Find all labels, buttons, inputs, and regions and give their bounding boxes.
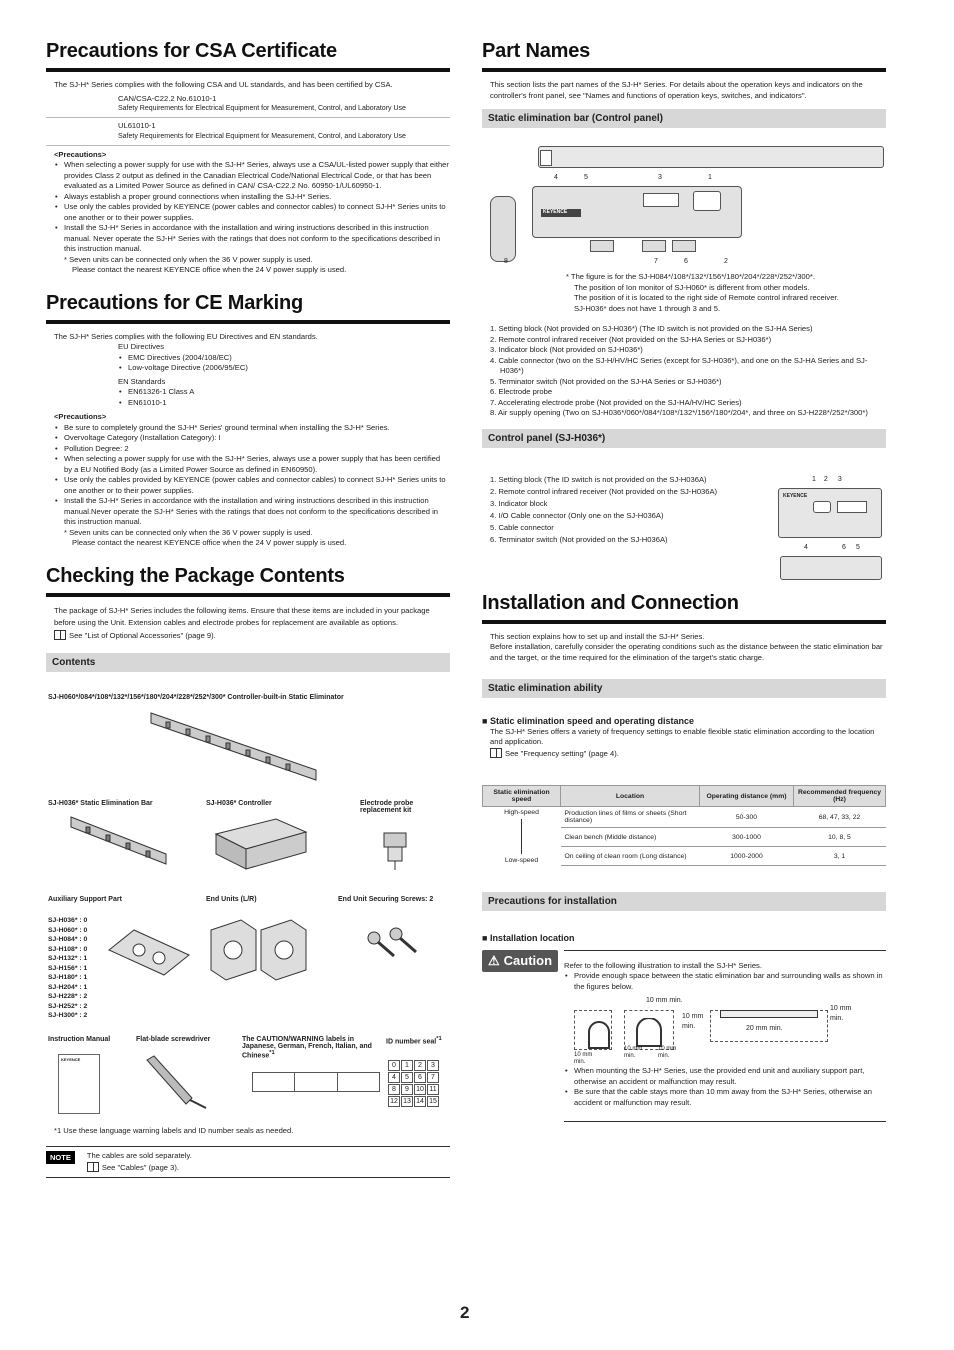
list-item: • EN61326-1 Class A [118,387,450,398]
page-number: 2 [460,1303,470,1322]
table-row: On ceiling of clean room (Long distance) 1000-2000 3, 1 [483,847,886,866]
inst-title: Installation and Connection [482,592,886,624]
main-item-label: SJ-H060*/084*/108*/132*/156*/180*/204*/228*/252*/300* Controller-built-in Static Eliminator [48,694,344,701]
contents-bar: Contents [46,653,450,672]
driver-label: Flat-blade screwdriver [136,1036,211,1043]
note-box [46,1146,450,1178]
aux-support-drawing [104,920,194,980]
csa-title: Precautions for CSA Certificate [46,40,450,72]
list-item: 5. Terminator switch (Not provided on the SJ-HA Series or SJ-H036*) [490,376,722,386]
contents-figure [46,680,450,1150]
warning-labels-drawing [252,1072,380,1092]
bar1-heading: Static elimination bar (Control panel) [482,109,886,128]
control-panel-drawing: KEYENCE [778,488,882,538]
speed-text: The SJ-H* Series offers a variety of frequency settings to enable flexible static elimination according to the location and application. [490,726,875,746]
list-item: • When mounting the SJ-H* Series, use the provided end unit and auxiliary support part, otherwise an accident or malfunction may result. [564,1066,886,1087]
ability-bar: Static elimination ability [482,679,886,698]
end-units-drawing [206,910,316,990]
list-item: • Use only the cables provided by KEYENCE (power cables and connector cables) to connect SJ-H* Series units to one another or to their power supplies. [54,475,450,496]
labels-label: The CAUTION/WARNING labels in Japanese, German, French, Italian, and Chinese$^{*1}$ [242,1036,372,1060]
list-item: • EMC Directives (2004/108/EC) [118,353,450,364]
ce-eu-list [46,353,450,374]
ce-note2: Please contact the nearest KEYENCE office when the 24 V power supply is used. [72,538,347,547]
location-subheading: ■ Installation location [482,933,575,943]
probe-kit-drawing [376,828,416,873]
bar2-heading: Control panel (SJ-H036*) [482,429,886,448]
list-item: 6. Terminator switch (Not provided on the SJ-H036A) [490,534,668,544]
pkg-footnote: *1 Use these language warning labels and ID number seals as needed. [54,1126,294,1135]
parts-list2 [490,474,770,546]
screw-item-label: End Unit Securing Screws: 2 [338,896,434,903]
list-item: 4. I/O Cable connector (Only one on the SJ-H036A) [490,510,664,520]
manual-label: Instruction Manual [48,1036,111,1043]
note-ref: See "Cables" (page 3). [87,1162,192,1174]
caution-intro: Refer to the following illustration to install the SJ-H* Series. [564,960,762,970]
csa-std1-desc: Safety Requirements for Electrical Equipment for Measurement, Control, and Laboratory Use [46,104,450,118]
list-item: 1. Setting block (Not provided on SJ-H036*) (The ID switch is not provided on the SJ-HA Series) [490,324,813,333]
clearance-figure: 10 mm min. 10 mm min. 10 mm min. 10 mm min. 10 mm min. 20 mm min. 10 mm min. [574,997,852,1065]
static-eliminator-drawing [146,708,326,788]
ce-en-list [46,387,450,408]
c2-callouts-top: 1 2 3 [812,475,842,483]
list-item: • When selecting a power supply for use with the SJ-H* Series, always use a CSA/UL-listed power supply that either provides Class 2 output as defined in the Canadian Electrical Code/National Electrical Code, or that has been evaluated as a Limited Power Source as defined in CAN/ CSA-C22.2 No. 60950-1/UL60950-1. [54,160,450,192]
manual-ref-icon [490,748,502,758]
table-row: Clean bench (Middle distance) 300-1000 10, 8, 5 [483,828,886,847]
warning-triangle-icon: ⚠ [488,952,500,968]
aux-counts: SJ-H036* : 0 SJ-H060* : 0 SJ-H084* : 0 SJ-H108* : 0 SJ-H132* : 1 SJ-H156* : 1 SJ-H180* : 1 SJ-H204* : 1 SJ-H228* : 2 SJ-H252* : 2 SJ-H300* : 2 [48,917,88,1019]
parts-list1 [482,324,886,419]
bar-front-icon [720,1010,818,1018]
screwdriver-drawing [142,1050,212,1110]
list-item: 6. Electrode probe [490,387,553,396]
caution-block [482,950,886,1126]
list-item: • Install the SJ-H* Series in accordance with the installation and wiring instructions described in this instruction manual. Never operate the SJ-H* Series with the ratings that does not conform to the specifications described in this instruction manual. [54,223,450,255]
pkg-ref: See "List of Optional Accessories" (page 9). [46,630,450,642]
install-prec-bar: Precautions for installation [482,892,886,911]
ce-title: Precautions for CE Marking [46,292,450,324]
table-header-row: Static elimination speed Location Operating distance (mm) Recommended frequency (Hz) [483,786,886,807]
ce-intro: The SJ-H* Series complies with the following EU Directives and EN standards. [54,331,318,341]
list-item: 3. Indicator block (Not provided on SJ-H036*) [490,345,643,354]
speed-subheading: ■ Static elimination speed and operating distance [482,716,694,726]
csa-intro: The SJ-H* Series complies with the following CSA and UL standards, and has been certified by CSA. [54,80,393,89]
parts-title: Part Names [482,40,886,72]
controller-drawing [206,814,316,874]
csa-prec-head: <Precautions> [54,149,107,159]
list-item: 7. Accelerating electrode probe (Not provided on the SJ-HA/HV/HC Series) [490,397,742,407]
manual-ref-icon [87,1162,99,1172]
speed-arrow-cell: High-speed Low-speed [504,809,539,864]
list-item: • Install the SJ-H* Series in accordance with the installation and wiring instructions described in this instruction manual.Never operate the SJ-H* Series with the ratings that does not conform to the specifications described in this instruction manual. [54,496,450,528]
probe-item-label: Electrode probe replacement kit [360,800,414,814]
bar1-panel-drawing: KEYENCE [532,186,742,238]
pkg-title: Checking the Package Contents [46,565,450,597]
screws-drawing [364,926,424,966]
seal-label: ID number seal$^{*1}$ [386,1036,442,1046]
bar1-figure: KEYENCE 4 5 3 1 8 7 6 2 * The figure is for the SJ-H084*/108*/132*/156*/180*/204*/228*/252*/300*. The position of Ion monitor of SJ-H060* is different from other models. The position of it is located to the right side of Remote control infrared receiver. SJ-H036* does not have 1 through 3 and 5. [482,136,886,324]
inst-intro1: This section explains how to set up and install the SJ-H* Series. [490,631,705,641]
csa-note2: Please contact the nearest KEYENCE office when the 24 V power supply is used. [72,265,347,274]
ctrl-item-label: SJ-H036* Controller [206,800,272,807]
id-seal-grid: 0 1 2 3 4 5 6 7 8 9 10 11 12 13 14 15 [388,1060,439,1107]
note-text: The cables are sold separately. [86,1151,192,1160]
bar-profile-icon [634,1018,664,1048]
speed-ref: See "Frequency setting" (page 4). [482,748,886,760]
list-item: 3. Indicator block [490,498,548,508]
bar1-main-drawing [538,146,884,168]
parts-intro: This section lists the part names of the SJ-H* Series. For details about the operation keys and indicators on the controller's front panel, see "Names and functions of operation keys, switches, and indicators". [490,80,863,100]
list-item: 5. Cable connector [490,522,554,532]
list-item: • EN61010-1 [118,398,450,409]
manual-drawing: KEYENCE [58,1054,100,1114]
list-item: 4. Cable connector (two on the SJ-H/HV/HC Series (except for SJ-H036*), and one on the SJ-HA Series and SJ-H036*) [490,355,868,375]
arrow-icon [521,819,522,854]
caution-badge: ⚠ Caution [482,950,558,972]
list-item: • Low-voltage Directive (2006/95/EC) [118,363,450,374]
list-item: • Overvoltage Category (Installation Category): I [54,433,450,444]
bar-profile-icon [586,1020,612,1050]
list-item: 8. Air supply opening (Two on SJ-H036*/060*/084*/108*/132*/156*/180*/204*, and three on SJ-H228*/252*/300*) [490,408,868,417]
csa-note1: * Seven units can be connected only when the 36 V power supply is used. [64,254,313,264]
bar1-end-drawing [490,196,516,262]
ce-note1: * Seven units can be connected only when the 36 V power supply is used. [64,527,313,537]
left-column [46,40,450,1178]
control-panel-side-drawing [780,556,882,580]
pkg-intro: The package of SJ-H* Series includes the following items. Ensure that these items are included in your package before using the Unit. Extension cables and electrode probes for replacement are available as options. [54,605,430,627]
bar-item-label: SJ-H036* Static Elimination Bar [48,800,153,807]
csa-std1: CAN/CSA-C22.2 No.61010-1 [118,93,217,103]
list-item: • Provide enough space between the static elimination bar and surrounding walls as shown in the figures below. [564,971,886,992]
ce-prec-list [46,423,450,528]
list-item: • Always establish a proper ground connections when installing the SJ-H* Series. [54,192,450,203]
csa-std2: UL61010-1 [118,121,156,130]
caution-content [564,950,886,1122]
aux-item-label: Auxiliary Support Part [48,896,122,903]
list-item: • Be sure to completely ground the SJ-H* Series' ground terminal when installing the SJ-H* Series. [54,423,450,434]
end-item-label: End Units (L/R) [206,896,257,903]
control-panel-section: 1. Setting block (The ID switch is not provided on the SJ-H036A) 2. Remote control infrared receiver (Not provided on the SJ-H036A) 3. Indicator block 4. I/O Cable connector (Only one on the SJ-H036A) 5. Cable connector 6. Terminator switch (Not provided on the SJ-H036A) 1 2 3 KEYENCE 4 6 5 [482,456,886,592]
list-item: • Pollution Degree: 2 [54,444,450,455]
frequency-table [482,785,886,866]
list-item: • Use only the cables provided by KEYENCE (power cables and connector cables) to connect SJ-H* Series units to one another or to their power supplies. [54,202,450,223]
ce-eu: EU Directives [118,342,164,351]
caution-list [564,971,886,992]
manual-ref-icon [54,630,66,640]
list-item: 1. Setting block (The ID switch is not provided on the SJ-H036A) [490,474,707,484]
ce-prec-head: <Precautions> [54,412,107,421]
elimination-bar-drawing [66,812,176,872]
csa-std2-desc: Safety Requirements for Electrical Equipment for Measurement, Control, and Laboratory Use [46,132,450,146]
list-item: 2. Remote control infrared receiver (Not provided on the SJ-H036A) [490,486,718,496]
note-badge: NOTE [46,1151,75,1164]
right-column [482,40,886,1126]
inst-intro2: Before installation, carefully consider the operating conditions such as the distance between the static elimination bar and the target, or the time required for the elimination of the target's static charge. [490,642,883,662]
ce-en: EN Standards [118,376,166,386]
bar1-fig-note: * The figure is for the SJ-H084*/108*/132*/156*/180*/204*/228*/252*/300*. The position of Ion monitor of SJ-H060* is different from other models. The position of it is located to the right side of Remote control infrared receiver. SJ-H036* does not have 1 through 3 and 5. [566,272,839,313]
table-row: High-speed Low-speed Production lines of films or sheets (Short distance) 50-300 68, 47, 33, 22 [483,807,886,828]
list-item: • Be sure that the cable stays more than 10 mm away from the SJ-H* Series, otherwise an accident or malfunction may result. [564,1087,886,1108]
list-item: 2. Remote control infrared receiver (Not provided on the SJ-HA Series or SJ-H036*) [490,334,772,344]
list-item: • When selecting a power supply for use with the SJ-H* Series, always use a power supply that has been certified by a EU Notified Body (as a Limited Power Source as defined in EN60950). [54,454,450,475]
csa-prec-list [46,160,450,255]
caution-list-2 [564,1066,886,1108]
